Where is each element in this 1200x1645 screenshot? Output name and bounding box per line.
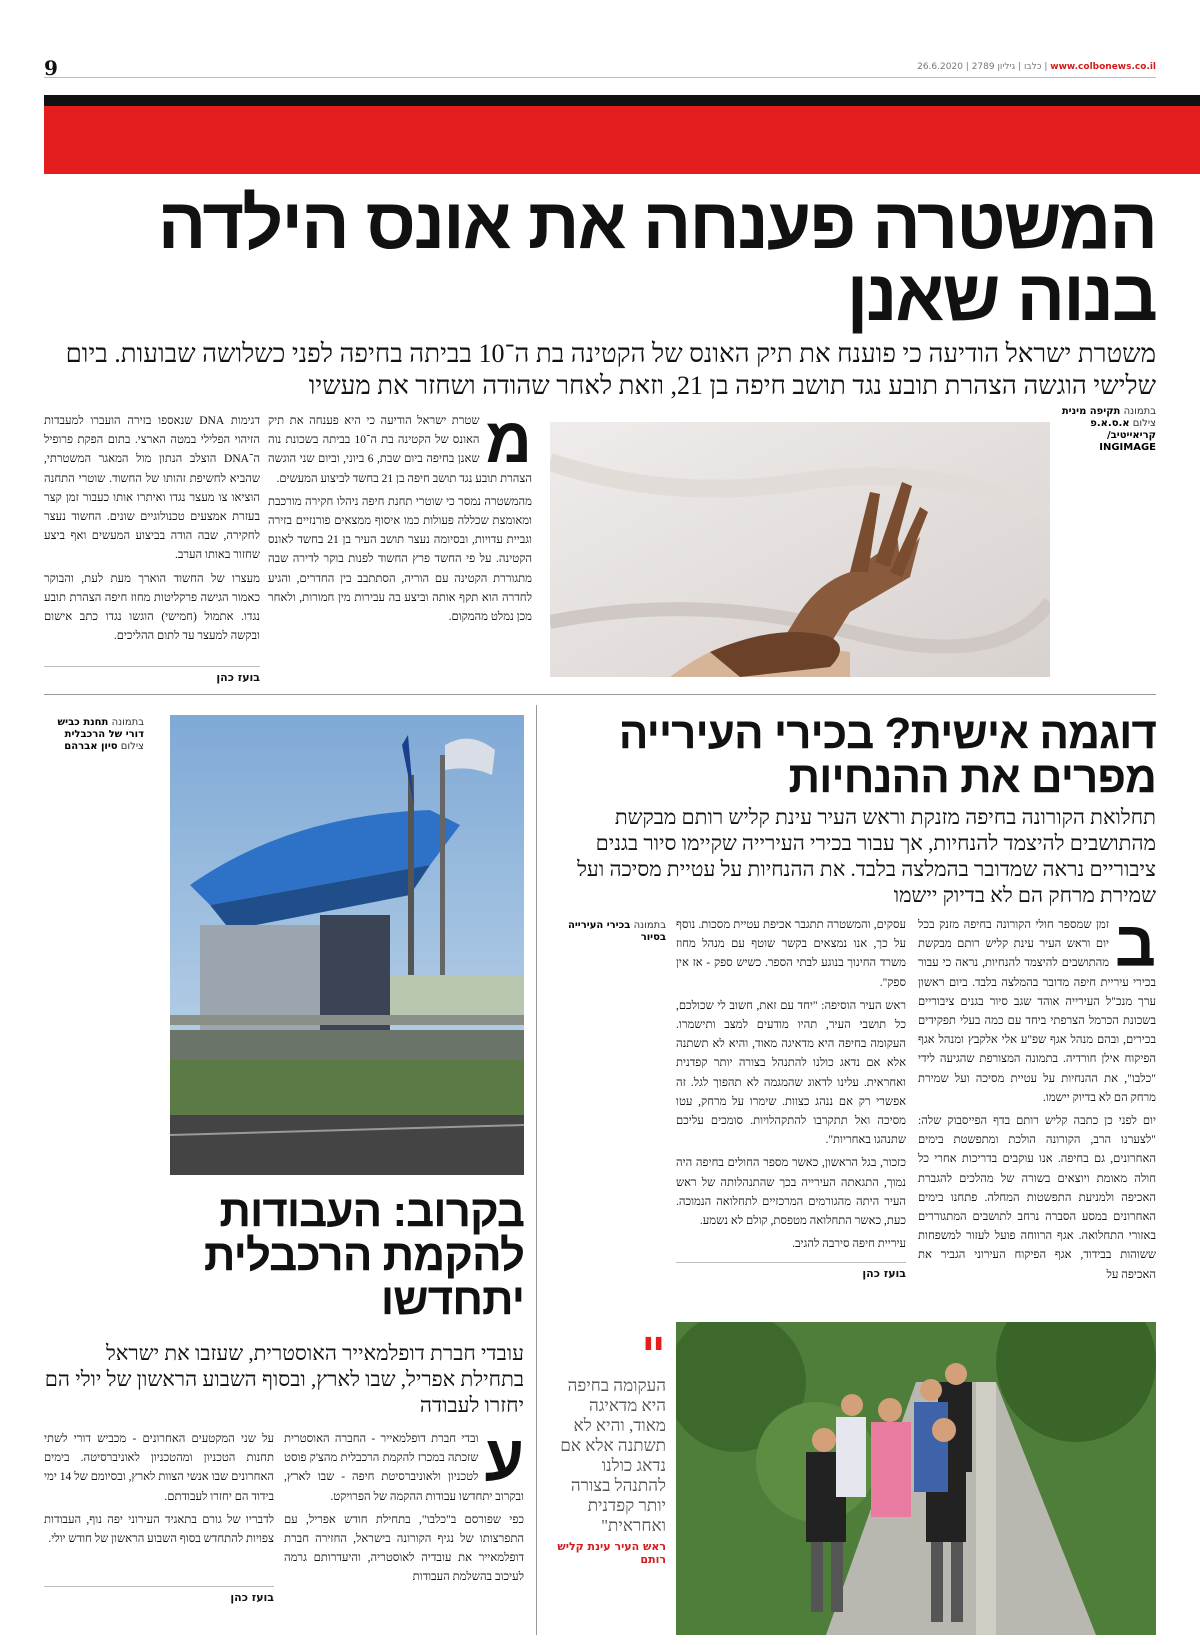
article3-col2-p2: לדבריו של גורם בתאגיד העירוני יפה נוף, העבודות צפויות להתחדש בסוף השבוע הראשון של חודש יולי. [44,1513,274,1546]
article2-col2-p2: ראש העיר הוסיפה: "יחד עם זאת, חשוב לי שכולכם, כל תושבי העיר, תהיו מודעים למצב ותישמרו. העקומה בחיפה היא מדאיגה מאוד, והיא לא תשתנה אלא אם נדאג כולנו להתנהל בצורה יותר קפדנית ואחראית. עלינו לדאוג שהמגמה לא תהפוך לגל. זה אפשרי רק אם ננהג כצוות. שימרו על מרחק, עטו מסיכה ואל תתקרבו להתקהלויות. סומכים עליכם שתנהגו באחריות". [676,999,906,1147]
main-col2-p2: מעצרו של החשוד הוארך מעת לעת, והבוקר כאמור הגישה פרקליטות מחוז חיפה הצהרת תובע נגדו. אתמול (חמישי) הוגשו נגדו כתב אישום ובקשה למעצר עד לתום ההליכים. [44,572,260,643]
drop-cap: ע [484,1422,524,1494]
pull-quote-text: העקומה בחיפה היא מדאיגה מאוד, והיא לא תשתנה אלא אם נדאג כולנו להתנהל בצורה יותר קפדנית ואחראית" [560,1376,666,1535]
caption-photo-label: צילום [120,741,144,752]
column-separator [536,705,537,1635]
main-col1-p2: מהמשטרה נמסר כי שוטרי תחנת חיפה ניהלו חקירה מורכבת ומאומצת שכללה פעולות כמו איסוף ממצאים פורנזיים בזירה וגביית עדויות, ובסיומה נעצר תושב העיר בן 21 בחשד לאונס הקטינה. על פי החשד פרץ החשוד לפנות בוקר לדירה שבה מתגוררת הקטינה עם הוריה, הסתתבב בין החדרים, והגיע לחדרה הוא תקף אותה וביצע בה עבירות מין חמורות, ולאחר מכן נמלט מהמקום. [268,495,533,624]
assault-photo [550,422,1050,677]
article2-col-1 [918,908,1156,1285]
caption-credit: א.ס.א.פ קריאייטיב/ INGIMAGE [1090,418,1156,453]
main-col-1 [268,404,533,627]
caption-subject: תחנת כביש דורי של הרכבלית [57,717,144,740]
article2-lead: תחלואת הקורונה בחיפה מזנקת וראש העיר עינת קליש רותם מבקשת מהתושבים להיצמד להנחיות, אך עבור בכירי העירייה שקיימו סיור בגנים ציבוריים נראה שמדובר בהמלצה בלבד. את ההנחיות על עטיית מסיכה ועל שמירת מרחק הם לא בדיוק יישמו [577,805,1156,907]
main-byline: בועז כהן [44,666,260,684]
cablecar-photo [170,715,524,1175]
caption-subject: תקיפה מינית [1061,406,1121,417]
main-photo-caption [1060,406,1156,454]
caption-label: בתמונה [633,920,666,931]
main-col2-p1: דגימות DNA שנאספו בזירה הועברו למעבדות הזיהוי הפלילי במטה הארצי. בתום הפקת פרופיל ה־DNA הוצלב הנתון מול המאגר המשטרתי, שהביא לחשיפת זהותו של החשוד. שוטרי התחנה הוציאו צו מעצר נגדו ואיתרו אותו כעבור זמן קצר בעזרת אמצעים טכנולוגיים שונים. החשוד נעצר לחקירה, שבה הודה בביצוע המעשים ואף ביצע שחזור באותו הערב. [44,415,260,562]
officials-photo [676,1322,1156,1635]
top-red-banner [44,106,1200,174]
article2-byline: בועז כהן [676,1262,906,1280]
caption-credit: סיון אברהם [64,741,118,752]
page-number: 9 [44,56,58,80]
quote-mark: " [640,1328,666,1384]
officials-caption [556,920,666,944]
article2-col2-p3: כזכור, בגל הראשון, כאשר מספר החולים בחיפה היה נמוך, התגאתה העירייה בכך שהתנהלותה של ראש העיר היתה מהגורמים המרכזיים לתחלואה הנמוכה. כעת, כאשר התחלואה מטפסת, קולם לא נשמע. [676,1157,906,1228]
article2-col2-p1: עסקים, והמשטרה תתגבר אכיפת עטיית מסכות. נוסף על כך, אנו נמצאים בקשר שוטף עם מנהל מחוז משרד החינוך בנוגע לבתי הספר. כשיש ספק - אז אין ספק". [676,919,906,989]
article3-col-2 [44,1430,274,1549]
article3-byline: בועז כהן [44,1586,274,1604]
publication-info: כלבו | גיליון 2789 | 26.6.2020 | www.colbonews.co.il [917,62,1156,72]
article3-lead: עובדי חברת דופלמאייר האוסטרית, שעזבו את ישראל בתחילת אפריל, שבו לארץ, ובסוף השבוע הראשון של יולי הם יחזרו לעבודה [44,1341,524,1417]
hands-illustration [550,422,1050,677]
cablecar-caption [44,717,144,753]
article2-col1-p1: זמן שמספר חולי הקורונה בחיפה מזנק בכל יום וראש העיר עינת קליש רותם מבקשת מהתושבים להיצמד להנחיות, נראה כי עבור בכירי עיריית חיפה מדובר בהמלצה בלבד. ביום ראשון ערך מנכ"ל העירייה אוהד שגב סיור בגנים ציבוריים בשכונת הכרמל הצרפתי ביחד עם כמה בעלי תפקידים בכירים, ובהם מנהל אגף שפ"ע אלי אלקבץ ומנהל אגף הפיקוח אילן חורדיה. בתמונה המצורפת שהגיעה לידי "כלבו", את ההנחיות על עטיית מסיכה ועל שמירת מרחק הם לא בדיוק יישמו. [918,919,1156,1104]
article3-col1-p2: כפי שפורסם ב"כלבו", בתחילת חודש אפריל, עם התפרצותו של נגיף הקורונה בישראל, החזירה חברת דופלמאייר את עובדיה לאוסטריה, והיעדרותם גרמה לעיכוב בהשלמת העבודות [284,1513,524,1584]
article3-headline: בקרוב: העבודות להקמת הרכבלית יתחדשו [203,1187,524,1324]
site-link[interactable]: www.colbonews.co.il [1050,62,1156,72]
top-dark-bar [44,95,1200,106]
pull-quote [556,1328,666,1566]
article3-col1-p1: ובדי חברת דופלמאייר - החברה האוסטרית שזכתה במכרז להקמת הרכבלית מהצ'ק פוסט לטכניון ולאוניברסיטת חיפה - שבו לארץ, ובקרוב יתחדשו עבודות ההקמה של הפרויקט. [284,1433,524,1503]
drop-cap: ב [1115,908,1156,980]
article2-col1-p2: יום לפני כן כתבה קליש רותם בדף הפייסבוק שלה: "לצערנו הרב, הקורונה הולכת ומתפשטת בימים האחרונים, גם בחיפה. אנו עוקבים בדריכות אחרי כל חולה מאומת ויוצאים בשורה של מהלכים להגברת האכיפה ולמניעת התפשטות המחלה. פתחנו בימים האחרונים במסע הסברה נרחב לתושבים המתגוררים באזורי התחלואה. אגף הרווחה פועל לעזור למשפחות ששוהות בבידוד, אגף הפיקוח העירוני הגביר את האכיפה על [918,1115,1156,1281]
caption-label: בתמונה [1123,406,1156,417]
article3-col-1 [284,1422,524,1588]
caption-photo-label: צילום [1132,418,1156,429]
article2-headline: דוגמה אישית? בכירי העירייה מפרים את ההנחיות [618,709,1156,802]
cablecar-station-illustration [170,715,524,1175]
pull-quote-author: ראש העיר עינת קליש רותם [557,1540,666,1566]
main-lead: משטרת ישראל הודיעה כי פוענח את תיק האונס של הקטינה בת ה־10 בביתה בחיפה לפני כשלושה שבועות. ביום שלישי הוגשה הצהרת תובע נגד תושב חיפה בן 21, וזאת לאחר שהודה ושחזר את מעשיו [65,339,1156,400]
article3-col2-p1: על שני המקטעים האחרונים - מכביש דורי לשתי תחנות הטכניון ומהטכניון לאוניברסיטה. בימים האחרונים שבו אנשי הצוות לארץ, ובסיומם של 14 ימי בידוד הם יחזרו לעבודתם. [44,1433,274,1503]
publication-issue: כלבו | גיליון 2789 | 26.6.2020 [917,62,1042,72]
article2-col2-p4: עיריית חיפה סירבה להגיב. [792,1238,906,1251]
caption-subject: בכירי העירייה בסיור [567,920,666,943]
officials-tour-illustration [676,1322,1156,1635]
main-headline: המשטרה פענחה את אונס הילדה בנוה שאנן [157,184,1156,336]
section-divider [44,694,1156,695]
drop-cap: מ [485,404,532,476]
main-col-2 [44,412,260,646]
article2-col-2 [676,916,906,1254]
main-col1-p1: שטרת ישראל הודיעה כי היא פענחה את תיק האונס של הקטינה בת ה־10 בביתה בשכונת נוה שאנן בחיפה ביום שבת, 6 ביוני, וביום שני הוגשה הצהרת תובע נגד תושב חיפה בן 21 בחשד לביצוע המעשים. [268,415,532,485]
caption-label: בתמונה [111,717,144,728]
page-header [44,48,1156,78]
